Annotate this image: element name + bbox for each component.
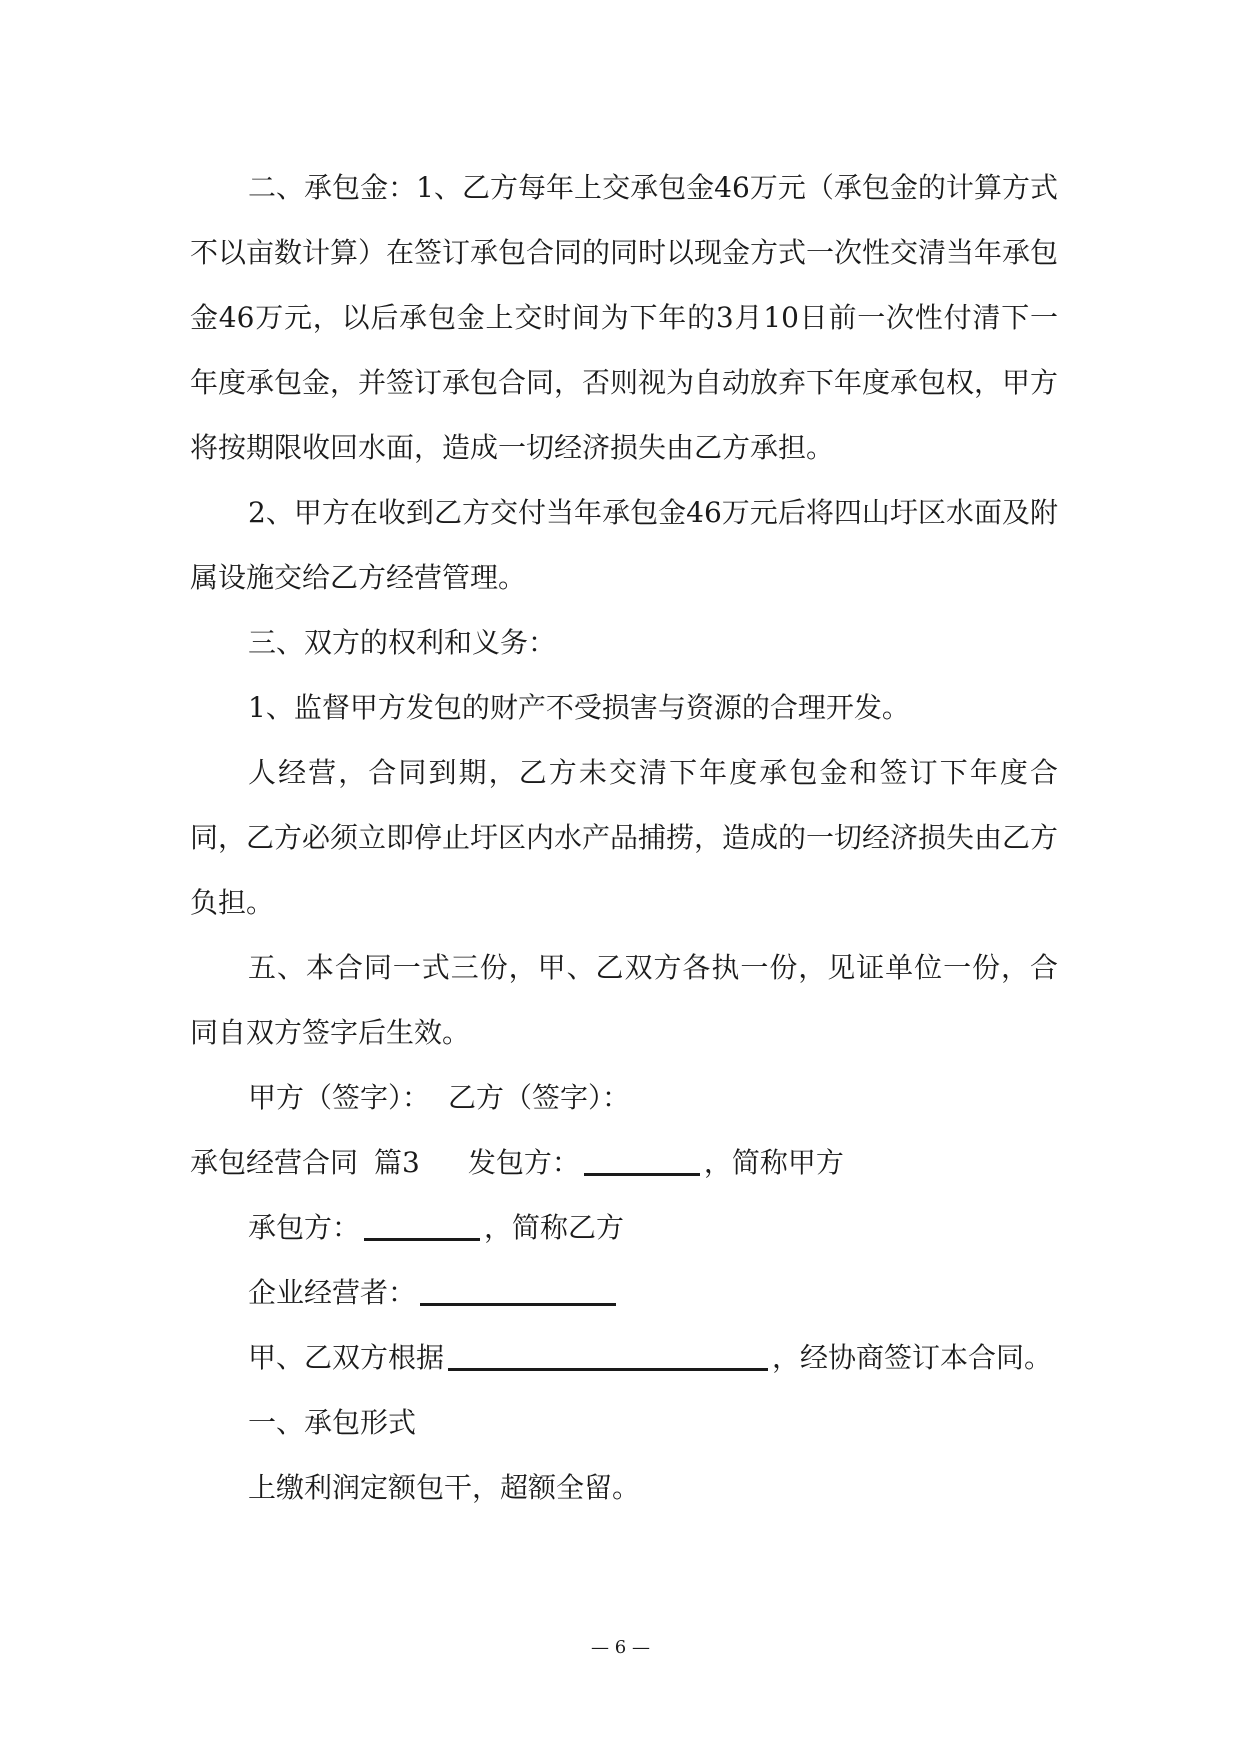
- contractor-line: [190, 1195, 1058, 1260]
- clause-expiry: 人经营，合同到期，乙方未交清下年度承包金和签订下年度合同，乙方必须立即停止圩区内水产品捕捞，造成的一切经济损失由乙方负担。: [190, 756, 1059, 919]
- party-b-signature-label: 乙方（签字）：: [448, 1081, 631, 1114]
- section-number: 篇3: [374, 1146, 420, 1179]
- basis-suffix: ，经协商签订本合同。: [772, 1341, 1053, 1374]
- basis-blank-line: [448, 1368, 768, 1371]
- clause-contract-fee: 二、承包金：1、乙方每年上交承包金46万元（承包金的计算方式不以亩数计算）在签订承包合同的同时以现金方式一次性交清当年承包金46万元，以后承包金上交时间为下年的3月10日前一次性付清下一年度承包金，并签订承包合同，否则视为自动放弃下年度承包权，甲方将按期限收回水面，造成一切经济损失由乙方承担。: [190, 171, 1059, 464]
- contract-form-heading: 一、承包形式: [248, 1406, 417, 1439]
- contractor-suffix: ，简称乙方: [484, 1211, 625, 1244]
- basis-clause: [190, 1325, 1058, 1390]
- section-title: 承包经营合同: [190, 1146, 359, 1179]
- clause-supervise: 1、监督甲方发包的财产不受损害与资源的合理开发。: [248, 691, 910, 724]
- contractor-label: 承包方：: [248, 1211, 361, 1244]
- signature-line: [190, 1065, 1058, 1130]
- contractor-blank-line: [364, 1238, 480, 1241]
- operator-blank-line: [420, 1303, 616, 1306]
- operator-line: [190, 1260, 1058, 1325]
- basis-prefix: 甲、乙双方根据: [248, 1341, 445, 1374]
- clause-copies: 五、本合同一式三份，甲、乙双方各执一份，见证单位一份，合同自双方签字后生效。: [190, 951, 1058, 1049]
- clause-handover: 2、甲方在收到乙方交付当年承包金46万元后将四山圩区水面及附属设施交给乙方经营管理。: [190, 496, 1058, 594]
- issuer-label: 发包方：: [467, 1146, 580, 1179]
- operator-label: 企业经营者：: [248, 1276, 417, 1309]
- party-a-signature-label: 甲方（签字）：: [248, 1081, 431, 1114]
- page-number: — 6 —: [591, 1637, 650, 1658]
- contract-form-text: 上缴利润定额包干，超额全留。: [248, 1471, 641, 1504]
- section-heading-line: [190, 1130, 1058, 1195]
- issuer-suffix: ，简称甲方: [703, 1146, 844, 1179]
- issuer-blank-line: [584, 1173, 700, 1176]
- clause-rights-heading: 三、双方的权利和义务：: [248, 626, 557, 659]
- document-body: [190, 155, 1058, 1520]
